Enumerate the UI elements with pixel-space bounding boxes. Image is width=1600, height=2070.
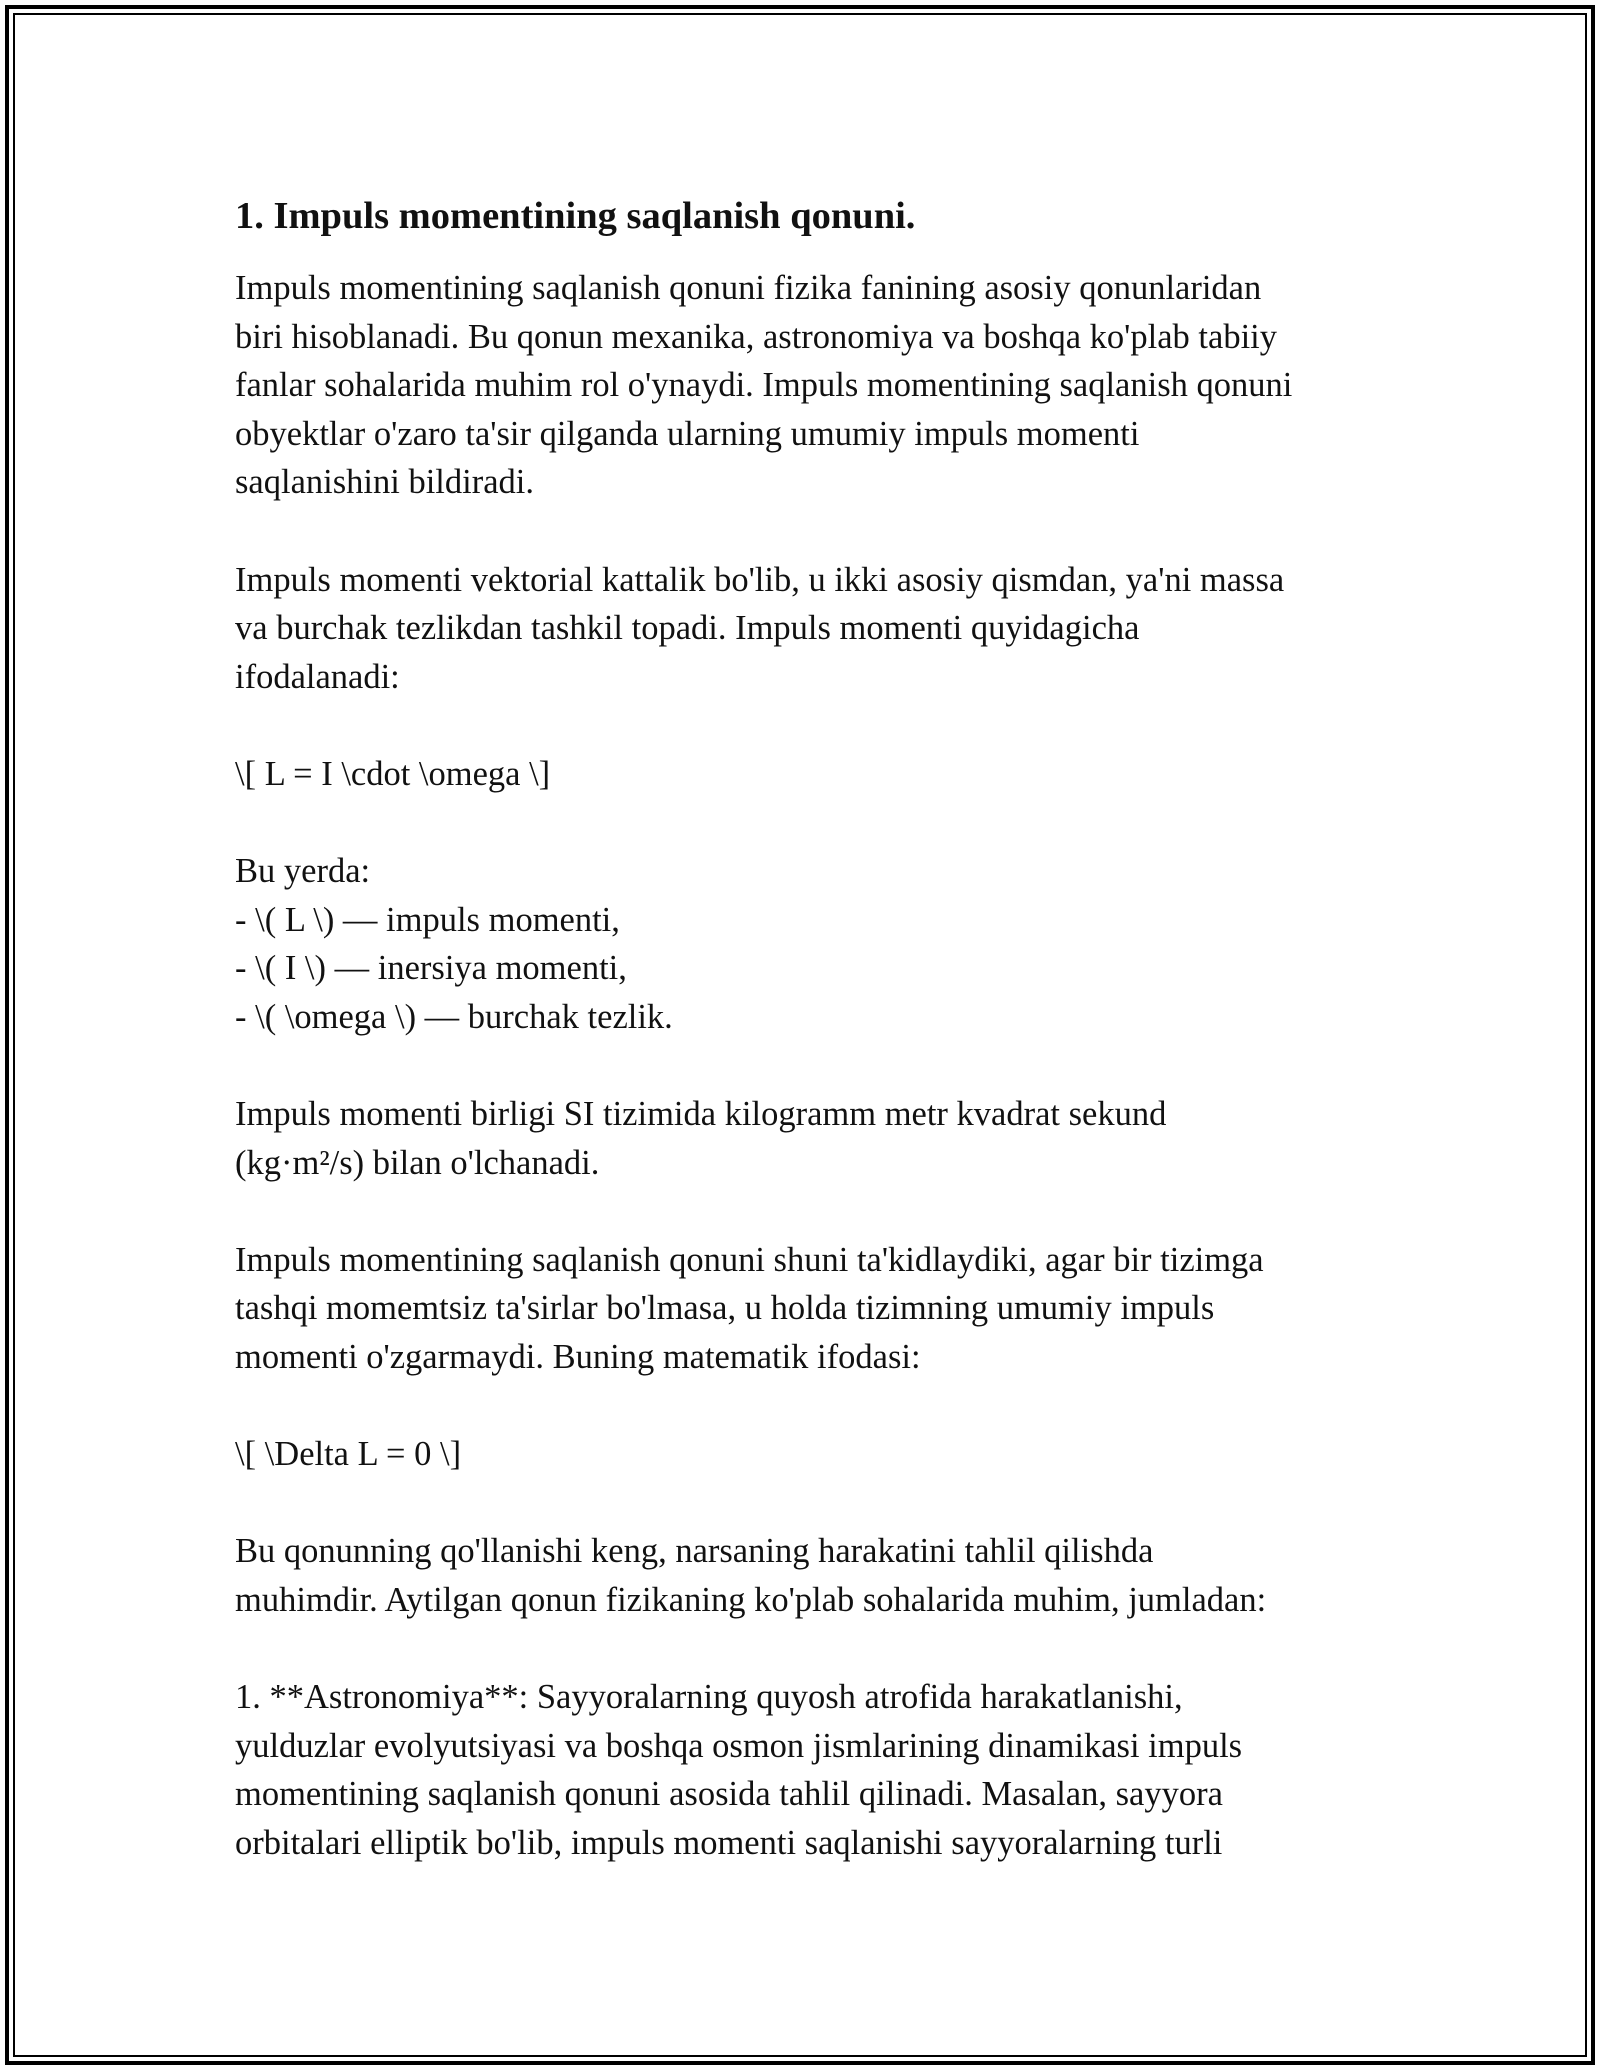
text-line: Bu qonunning qo'llanishi keng, narsaning harakatini tahlil qilishda bbox=[235, 1532, 1154, 1571]
blank-line bbox=[235, 799, 1375, 848]
text-line: - \( \omega \) — burchak tezlik. bbox=[235, 997, 673, 1036]
text-line: - \( I \) — inersiya momenti, bbox=[235, 949, 627, 988]
document-content bbox=[235, 192, 1375, 1868]
text-line: tashqi momemtsiz ta'sirlar bo'lmasa, u holda tizimning umumiy impuls bbox=[235, 1289, 1215, 1328]
text-line: \[ \Delta L = 0 \] bbox=[235, 1435, 462, 1474]
text-line: orbitalari elliptik bo'lib, impuls momenti saqlanishi sayyoralarning turli bbox=[235, 1824, 1223, 1862]
blank-line bbox=[235, 1625, 1375, 1674]
text-line: obyektlar o'zaro ta'sir qilganda ularning umumiy impuls momenti bbox=[235, 414, 1140, 453]
text-line: (kg·m²/s) bilan o'lchanadi. bbox=[235, 1143, 600, 1182]
text-line: fanlar sohalarida muhim rol o'ynaydi. Impuls momentining saqlanish qonuni bbox=[235, 366, 1293, 405]
text-line: momenti o'zgarmaydi. Buning matematik ifodasi: bbox=[235, 1338, 921, 1377]
blank-line bbox=[235, 1042, 1375, 1091]
text-line: biri hisoblanadi. Bu qonun mexanika, astronomiya va boshqa ko'plab tabiiy bbox=[235, 317, 1277, 356]
blank-line bbox=[235, 507, 1375, 556]
document-body bbox=[235, 264, 1375, 1868]
text-line: Impuls momenti birligi SI tizimida kilogramm metr kvadrat sekund bbox=[235, 1095, 1167, 1134]
blank-line bbox=[235, 701, 1375, 750]
section-heading: 1. Impuls momentining saqlanish qonuni. bbox=[235, 195, 916, 237]
text-line: ifodalanadi: bbox=[235, 657, 400, 696]
text-line: yulduzlar evolyutsiyasi va boshqa osmon jismlarining dinamikasi impuls bbox=[235, 1726, 1243, 1765]
text-line: Impuls momentining saqlanish qonuni fizika fanining asosiy qonunlaridan bbox=[235, 269, 1262, 307]
text-line: va burchak tezlikdan tashkil topadi. Impuls momenti quyidagicha bbox=[235, 609, 1140, 648]
blank-line bbox=[235, 1479, 1375, 1528]
text-line: muhimdir. Aytilgan qonun fizikaning ko'plab sohalarida muhim, jumladan: bbox=[235, 1581, 1267, 1620]
text-line: 1. **Astronomiya**: Sayyoralarning quyosh atrofida harakatlanishi, bbox=[235, 1678, 1183, 1717]
blank-line bbox=[235, 1187, 1375, 1236]
text-line: Impuls momentining saqlanish qonuni shuni ta'kidlaydiki, agar bir tizimga bbox=[235, 1240, 1264, 1279]
text-line: Bu yerda: bbox=[235, 852, 371, 891]
text-line: momentining saqlanish qonuni asosida tahlil qilinadi. Masalan, sayyora bbox=[235, 1775, 1223, 1814]
text-line: - \( L \) — impuls momenti, bbox=[235, 900, 620, 939]
blank-line bbox=[235, 1382, 1375, 1431]
text-line: Impuls momenti vektorial kattalik bo'lib, u ikki asosiy qismdan, ya'ni massa bbox=[235, 560, 1285, 599]
text-line: \[ L = I \cdot \omega \] bbox=[235, 754, 551, 793]
text-line: saqlanishini bildiradi. bbox=[235, 463, 534, 502]
